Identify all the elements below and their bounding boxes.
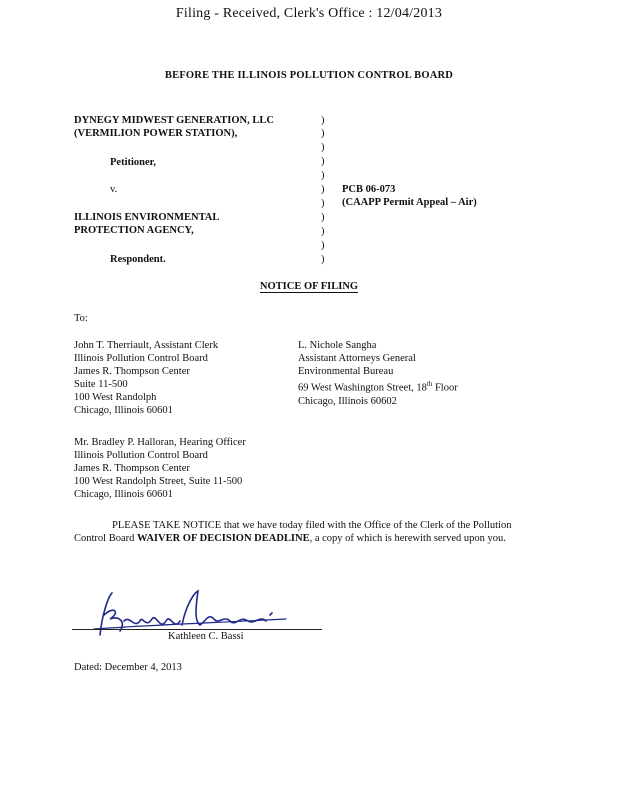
address-line: L. Nichole Sangha <box>298 340 377 351</box>
caption-paren: ) <box>321 254 325 265</box>
address-text: 69 West Washington Street, 18 <box>298 382 427 394</box>
caption-paren: ) <box>321 128 325 139</box>
petitioner-name-line2: (VERMILION POWER STATION), <box>74 128 238 139</box>
address-line: Chicago, Illinois 60602 <box>298 395 397 407</box>
dated-line: Dated: December 4, 2013 <box>74 662 182 673</box>
caption-paren: ) <box>321 212 325 223</box>
versus-label: v. <box>110 184 118 195</box>
respondent-name-line2: PROTECTION AGENCY, <box>74 225 194 236</box>
to-label: To: <box>74 313 88 324</box>
respondent-label: Respondent. <box>110 254 166 265</box>
address-line: Illinois Pollution Control Board <box>74 353 208 364</box>
address-line: Chicago, Illinois 60601 <box>74 489 173 500</box>
clerk-address <box>74 339 218 417</box>
address-line: Chicago, Illinois 60601 <box>74 405 173 416</box>
caption-paren: ) <box>321 170 325 181</box>
caption-paren: ) <box>321 184 325 195</box>
address-text: Floor <box>432 382 458 394</box>
address-line: James R. Thompson Center <box>74 366 190 377</box>
address-line: James R. Thompson Center <box>74 463 190 474</box>
respondent-name-line1: ILLINOIS ENVIRONMENTAL <box>74 212 220 223</box>
petitioner-label: Petitioner, <box>110 157 156 168</box>
notice-title <box>0 281 618 292</box>
address-line: John T. Therriault, Assistant Clerk <box>74 340 219 351</box>
notice-paragraph <box>74 519 544 545</box>
notice-text: PLEASE TAKE NOTICE that we have today filed with the Office of the Clerk of the Pollution Control Board <box>74 520 512 544</box>
signatory-name: Kathleen C. Bassi <box>168 631 244 642</box>
case-number: PCB 06-073 <box>342 184 396 195</box>
address-line: Environmental Bureau <box>298 366 394 377</box>
notice-title-text: NOTICE OF FILING <box>259 281 359 292</box>
case-type: (CAAPP Permit Appeal – Air) <box>342 197 477 208</box>
caption-paren: ) <box>321 198 325 209</box>
address-line <box>298 378 458 395</box>
address-line: Mr. Bradley P. Halloran, Hearing Officer <box>74 437 246 448</box>
notice-text: , a copy of which is herewith served upon you. <box>309 533 506 544</box>
address-line: Suite 11-500 <box>74 379 128 390</box>
filing-stamp: Filing - Received, Clerk's Office : 12/04/2013 <box>175 6 443 21</box>
address-line: 100 West Randolph Street, Suite 11-500 <box>74 476 243 487</box>
caption-paren: ) <box>321 226 325 237</box>
caption-paren: ) <box>321 142 325 153</box>
board-title: BEFORE THE ILLINOIS POLLUTION CONTROL BOARD <box>164 70 454 81</box>
notice-document-title: WAIVER OF DECISION DEADLINE <box>137 533 310 544</box>
address-line: 100 West Randolph <box>74 392 157 403</box>
petitioner-name-line1: DYNEGY MIDWEST GENERATION, LLC <box>74 115 274 126</box>
caption-paren: ) <box>321 156 325 167</box>
ordinal-suffix: th <box>426 380 433 388</box>
hearing-officer-address <box>74 436 246 501</box>
address-line: Illinois Pollution Control Board <box>74 450 208 461</box>
caption-paren: ) <box>321 115 325 126</box>
address-line: Assistant Attorneys General <box>298 353 416 364</box>
caption-paren: ) <box>321 240 325 251</box>
ag-address <box>298 339 458 408</box>
